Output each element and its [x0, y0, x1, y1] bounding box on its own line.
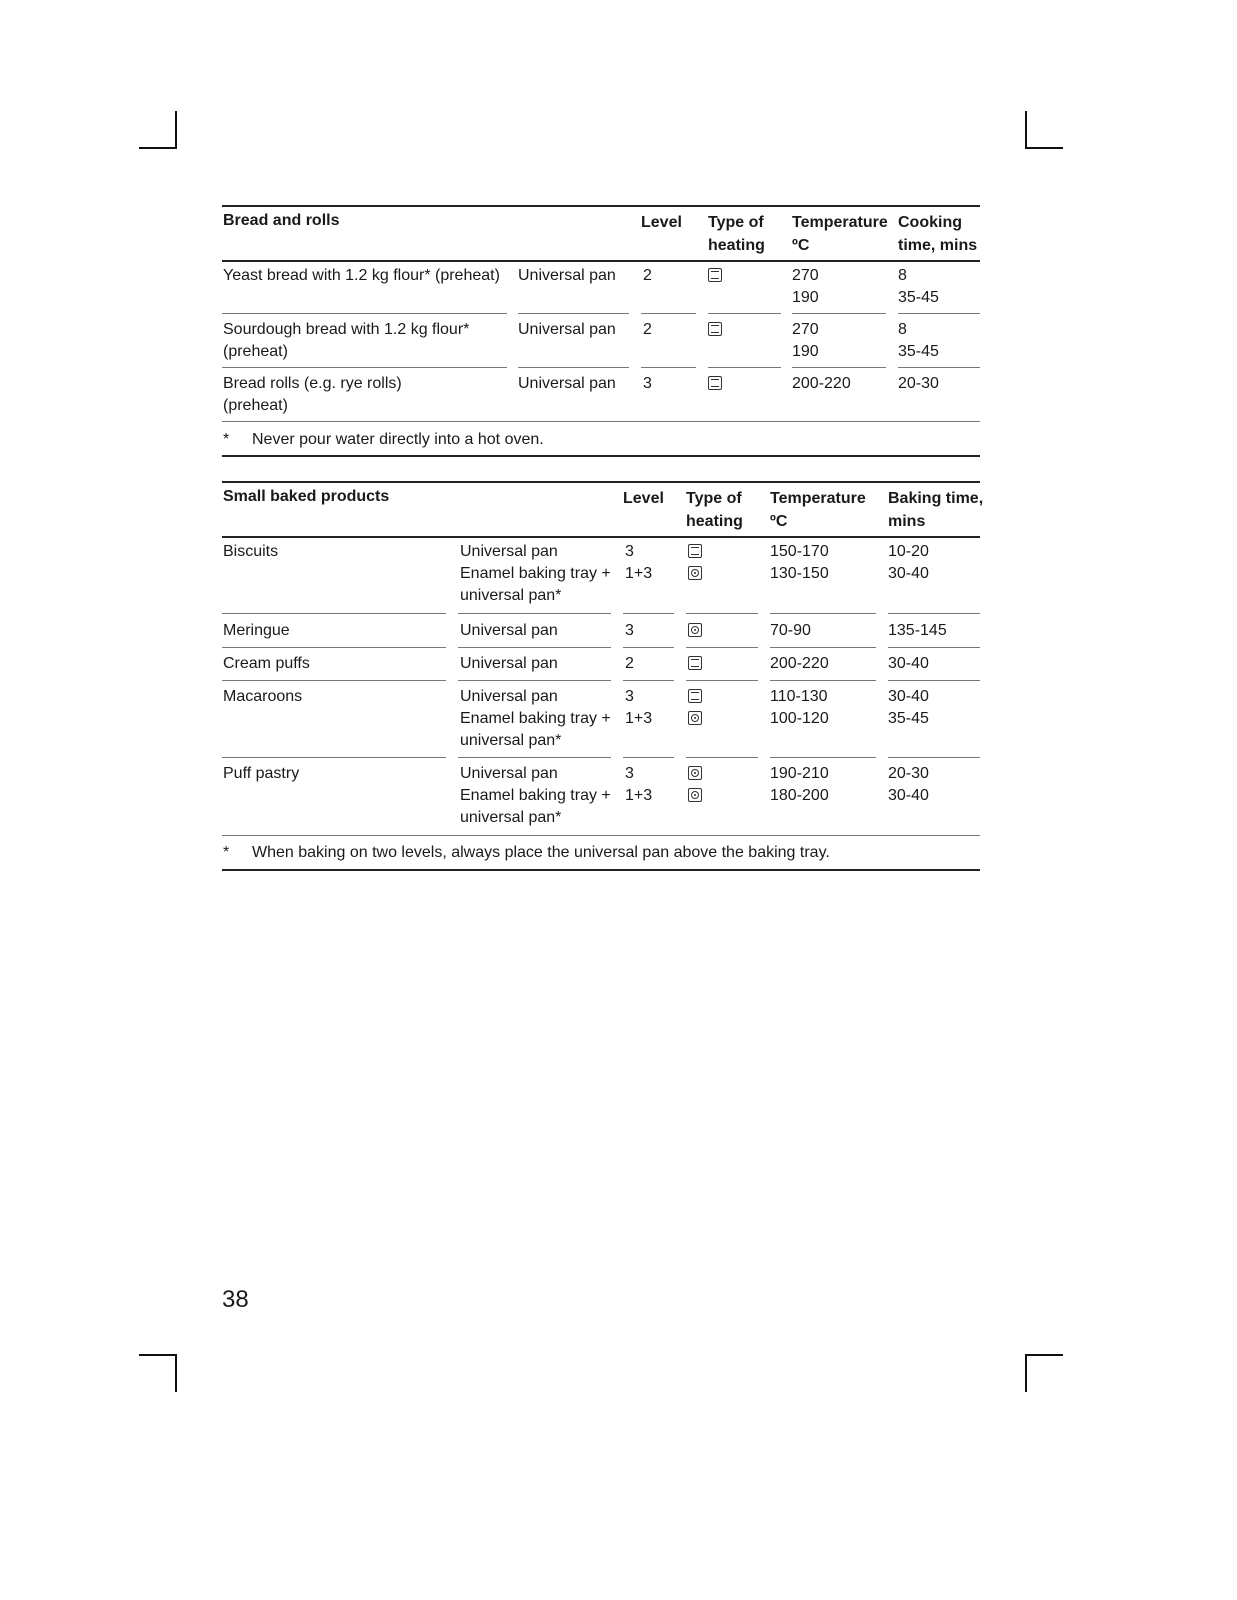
heating-type — [688, 763, 702, 785]
dish-name-note: (preheat) — [223, 343, 288, 360]
level-value: 1+3 — [625, 787, 653, 804]
table-header — [222, 205, 980, 260]
footnote-text: When baking on two levels, always place the universal pan above the baking tray. — [252, 844, 830, 861]
time-value: 10-20 — [888, 543, 929, 560]
header-time-2: mins — [888, 513, 926, 530]
hot-air-fan-icon — [688, 788, 702, 802]
small-baked-products-table — [222, 481, 984, 871]
footnote-text: Never pour water directly into a hot oven. — [252, 431, 544, 448]
crop-mark-top-right-v — [1025, 111, 1027, 149]
level-value: 1+3 — [625, 565, 653, 582]
heating-type — [688, 708, 702, 730]
footnote-mark: * — [223, 431, 230, 448]
time-value: 35-45 — [898, 289, 939, 306]
time-value: 135-145 — [888, 622, 947, 639]
time-value: 20-30 — [888, 765, 929, 782]
accessory: Universal pan — [518, 375, 616, 392]
level-value: 3 — [643, 375, 652, 392]
top-bottom-heat-icon — [708, 376, 722, 390]
crop-mark-bottom-right-h — [1025, 1354, 1063, 1356]
accessory: Universal pan — [460, 688, 558, 705]
level-value: 1+3 — [625, 710, 653, 727]
accessory: Universal pan — [460, 622, 558, 639]
temperature-value: 190 — [792, 289, 819, 306]
accessory: Universal pan — [460, 765, 558, 782]
dish-name: Meringue — [223, 622, 290, 639]
hot-air-fan-icon — [688, 566, 702, 580]
header-time-1: Cooking — [898, 214, 962, 231]
dish-name: Puff pastry — [223, 765, 300, 782]
top-bottom-heat-icon — [688, 689, 702, 703]
bread-and-rolls-table — [222, 205, 980, 457]
level-value: 2 — [625, 655, 634, 672]
accessory: universal pan* — [460, 587, 562, 604]
level-value: 2 — [643, 321, 652, 338]
level-value: 3 — [625, 543, 634, 560]
header-heating-1: Type of — [708, 214, 764, 231]
dish-name: Bread rolls (e.g. rye rolls) — [223, 375, 402, 392]
heating-type — [688, 686, 702, 708]
table-title: Small baked products — [223, 488, 390, 505]
temperature-value: 150-170 — [770, 543, 829, 560]
temperature-value: 70-90 — [770, 622, 811, 639]
table-title: Bread and rolls — [223, 212, 340, 229]
crop-mark-top-left-h — [139, 147, 177, 149]
crop-mark-bottom-left-v — [175, 1354, 177, 1392]
dish-name-note: (preheat) — [223, 397, 288, 414]
header-temperature-1: Temperature — [792, 214, 888, 231]
accessory: Enamel baking tray + — [460, 710, 611, 727]
temperature-value: 270 — [792, 321, 819, 338]
dish-name: Yeast bread with 1.2 kg flour* (preheat) — [223, 267, 500, 284]
top-bottom-heat-icon — [708, 268, 722, 282]
time-value: 8 — [898, 321, 907, 338]
page-number: 38 — [222, 1286, 249, 1313]
time-value: 8 — [898, 267, 907, 284]
temperature-value: 190-210 — [770, 765, 829, 782]
temperature-value: 100-120 — [770, 710, 829, 727]
header-temperature-1: Temperature — [770, 490, 866, 507]
header-heating-1: Type of — [686, 490, 742, 507]
hot-air-fan-icon — [688, 623, 702, 637]
dish-name: Sourdough bread with 1.2 kg flour* — [223, 321, 470, 338]
accessory: universal pan* — [460, 732, 562, 749]
heating-type — [688, 541, 702, 563]
temperature-value: 180-200 — [770, 787, 829, 804]
hot-air-fan-icon — [688, 711, 702, 725]
accessory: Enamel baking tray + — [460, 565, 611, 582]
top-bottom-heat-icon — [708, 322, 722, 336]
time-value: 35-45 — [898, 343, 939, 360]
temperature-value: 130-150 — [770, 565, 829, 582]
header-time-2: time, mins — [898, 237, 978, 254]
header-level: Level — [623, 490, 664, 507]
accessory: Universal pan — [518, 267, 616, 284]
temperature-value: 200-220 — [770, 655, 829, 672]
crop-mark-bottom-left-h — [139, 1354, 177, 1356]
level-value: 3 — [625, 622, 634, 639]
accessory: Enamel baking tray + — [460, 787, 611, 804]
header-time-1: Baking time, — [888, 490, 984, 507]
dish-name: Biscuits — [223, 543, 279, 560]
top-bottom-heat-icon — [688, 656, 702, 670]
time-value: 30-40 — [888, 655, 929, 672]
temperature-value: 110-130 — [770, 688, 828, 705]
temperature-value: 200-220 — [792, 375, 851, 392]
time-value: 35-45 — [888, 710, 929, 727]
level-value: 2 — [643, 267, 652, 284]
time-value: 30-40 — [888, 688, 929, 705]
heating-type — [688, 563, 702, 585]
header-level: Level — [641, 214, 682, 231]
temperature-value: 190 — [792, 343, 819, 360]
footnote-mark: * — [223, 844, 230, 861]
accessory: Universal pan — [518, 321, 616, 338]
crop-mark-top-right-h — [1025, 147, 1063, 149]
time-value: 20-30 — [898, 375, 939, 392]
time-value: 30-40 — [888, 787, 929, 804]
header-heating-2: heating — [686, 513, 743, 530]
header-heating-2: heating — [708, 237, 765, 254]
top-bottom-heat-icon — [688, 544, 702, 558]
hot-air-fan-icon — [688, 766, 702, 780]
heating-type — [688, 785, 702, 807]
accessory: universal pan* — [460, 809, 562, 826]
heating-type — [708, 319, 722, 341]
time-value: 30-40 — [888, 565, 929, 582]
heating-type — [688, 620, 702, 642]
crop-mark-bottom-right-v — [1025, 1354, 1027, 1392]
dish-name: Cream puffs — [223, 655, 310, 672]
accessory: Universal pan — [460, 655, 558, 672]
heating-type — [688, 653, 702, 675]
header-temperature-2: ºC — [792, 237, 810, 254]
heating-type — [708, 373, 722, 395]
accessory: Universal pan — [460, 543, 558, 560]
dish-name: Macaroons — [223, 688, 303, 705]
temperature-value: 270 — [792, 267, 819, 284]
header-temperature-2: ºC — [770, 513, 788, 530]
table-header — [222, 481, 984, 536]
heating-type — [708, 265, 722, 287]
level-value: 3 — [625, 765, 634, 782]
crop-mark-top-left-v — [175, 111, 177, 149]
level-value: 3 — [625, 688, 634, 705]
